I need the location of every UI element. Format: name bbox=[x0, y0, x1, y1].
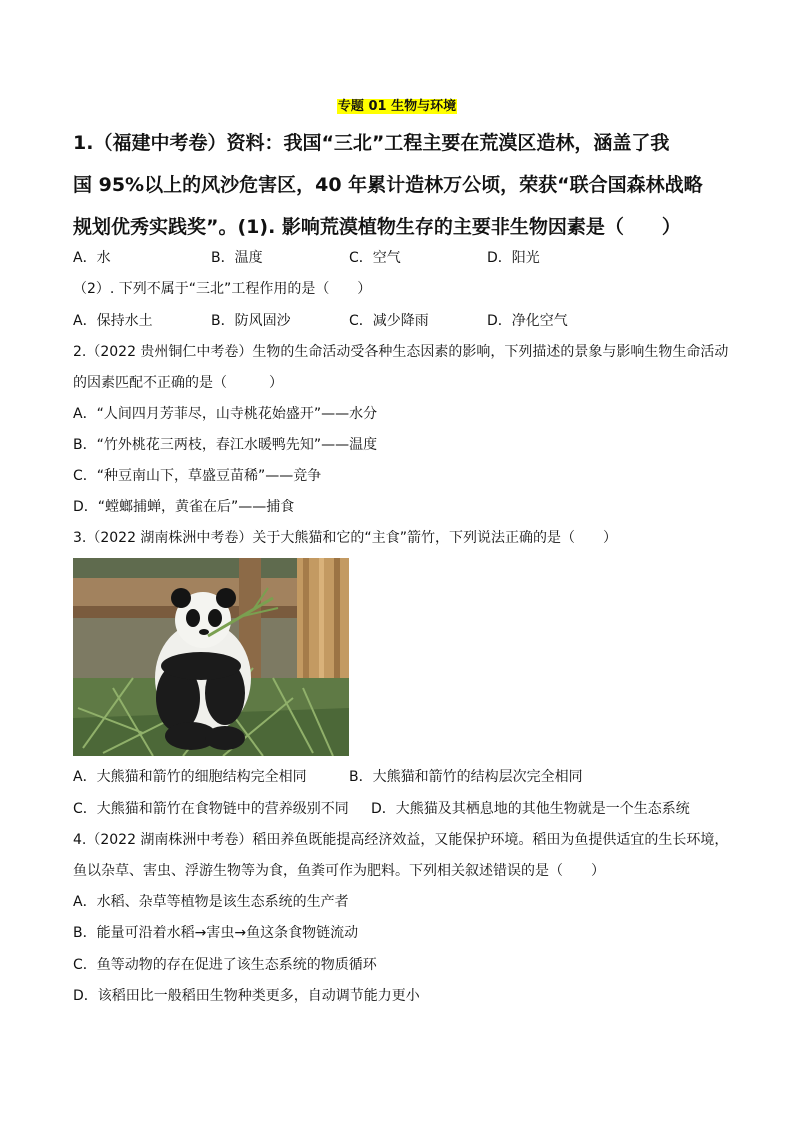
question-1-line-1: 1.（福建中考卷）资料：我国“三北”工程主要在荒漠区造林，涵盖了我 bbox=[73, 132, 670, 154]
page-title: 专题 01 生物与环境 bbox=[337, 99, 457, 114]
panda-photo bbox=[73, 558, 349, 756]
q1-option-c: C．空气 bbox=[349, 250, 401, 266]
q1-2-option-b: B．防风固沙 bbox=[211, 313, 291, 329]
q3-option-b: B．大熊猫和箭竹的结构层次完全相同 bbox=[349, 769, 583, 785]
q4-option-a: A．水稻、杂草等植物是该生态系统的生产者 bbox=[73, 894, 349, 910]
q1-2-option-d: D．净化空气 bbox=[487, 313, 568, 329]
q1-2-option-c: C．减少降雨 bbox=[349, 313, 429, 329]
question-1-line-2: 国 95%以上的风沙危害区，40 年累计造林万公顷，荣获“联合国森林战略 bbox=[73, 174, 703, 196]
q2-option-a: A．“人间四月芳菲尽，山寺桃花始盛开”——水分 bbox=[73, 406, 378, 422]
q3-option-a: A．大熊猫和箭竹的细胞结构完全相同 bbox=[73, 769, 307, 785]
question-1-line-3: 规划优秀实践奖”。(1). 影响荒漠植物生存的主要非生物因素是（ ） bbox=[73, 216, 681, 238]
q3-option-c: C．大熊猫和箭竹在食物链中的营养级别不同 bbox=[73, 801, 349, 817]
q1-option-b: B．温度 bbox=[211, 250, 263, 266]
q2-option-c: C．“种豆南山下，草盛豆苗稀”——竞争 bbox=[73, 468, 322, 484]
q1-option-d: D．阳光 bbox=[487, 250, 540, 266]
question-3-stem: 3.（2022 湖南株洲中考卷）关于大熊猫和它的“主食”箭竹，下列说法正确的是（ ） bbox=[73, 530, 617, 546]
q1-2-option-a: A．保持水土 bbox=[73, 313, 153, 329]
question-4-line-2: 鱼以杂草、害虫、浮游生物等为食，鱼粪可作为肥料。下列相关叙述错误的是（ ） bbox=[73, 863, 605, 879]
q1-subquestion-2: （2）. 下列不属于“三北”工程作用的是（ ） bbox=[73, 281, 372, 297]
q4-option-b: B．能量可沿着水稻→害虫→鱼这条食物链流动 bbox=[73, 925, 359, 941]
q2-option-d: D．“螳螂捕蝉，黄雀在后”——捕食 bbox=[73, 499, 295, 515]
question-4-line-1: 4.（2022 湖南株洲中考卷）稻田养鱼既能提高经济效益，又能保护环境。稻田为鱼提供适宜的生长环境， bbox=[73, 832, 729, 848]
question-1-stem bbox=[73, 122, 723, 248]
q3-option-d: D．大熊猫及其栖息地的其他生物就是一个生态系统 bbox=[371, 801, 690, 817]
q1-option-a: A．水 bbox=[73, 250, 111, 266]
question-2-line-1: 2.（2022 贵州铜仁中考卷）生物的生命活动受各种生态因素的影响，下列描述的景象与影响生物生命活动 bbox=[73, 344, 729, 360]
q4-option-c: C．鱼等动物的存在促进了该生态系统的物质循环 bbox=[73, 957, 377, 973]
q4-option-d: D．该稻田比一般稻田生物种类更多，自动调节能力更小 bbox=[73, 988, 420, 1004]
q2-option-b: B．“竹外桃花三两枝，春江水暖鸭先知”——温度 bbox=[73, 437, 378, 453]
question-2-line-2: 的因素匹配不正确的是（ ） bbox=[73, 375, 283, 391]
